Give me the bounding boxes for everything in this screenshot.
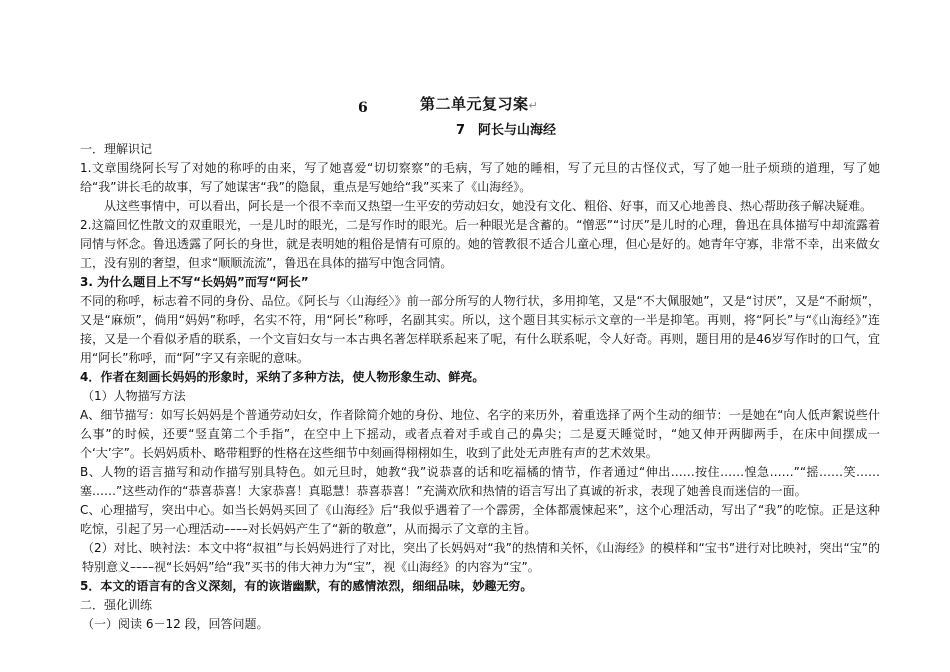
page-title-text: 第二单元复习案 [420,95,529,113]
paragraph-1: 1.文章围绕阿长写了对她的称呼的由来，写了她喜爱“切切察察”的毛病，写了她的睡相，写了元旦的古怪仪式，写了她一肚子烦琐的道理，写了她给“我”讲长毛的故事，写了她谋害“我”的隐鼠，重点是写她给“我”买来了《山海经》。 [80,161,880,194]
paragraph-c: C、心理描写，突出中心。如当长妈妈买回了《山海经》后“我似乎遇着了一个霹雳，全体都震悚起来”，这个心理活动，写出了“我”的吃惊。正是这种吃惊，引起了另一心理活动––––对长妈妈产生了“新的敬意”，从而揭示了文章的主旨。 [80,503,880,536]
page-title [420,95,538,115]
paragraph-2: 从这些事情中，可以看出，阿长是一个很不幸而又热望一生平安的劳动妇女，她没有文化、粗俗、好事，而又心地善良、热心帮助孩子解决疑难。 [104,199,873,213]
document-body [80,140,880,634]
task-1: （一）阅读 6－12 段，回答问题。 [82,617,269,631]
paragraph-a: A、细节描写：如写长妈妈是个普通劳动妇女，作者除简介她的身份、地位、名字的来历外，着重选择了两个生动的细节：一是她在“向人低声絮说些什么事”的时候，还要“竖直第二个手指”，在空中上下摇动，或者点着对手或自己的鼻尖；二是夏天睡觉时，“她又伸开两脚两手，在床中间摆成一个‘大’字”。长妈妈质朴、略带粗野的性格在这些细节中刻画得栩栩如生，收到了此处无声胜有声的艺术效果。 [80,408,880,460]
question-3-heading: 3. 为什么题目上不写“长妈妈”而写“阿长” [80,275,309,289]
subheading-1: （1）人物描写方法 [82,389,186,403]
section-heading-2: 二．强化训练 [80,598,153,612]
paragraph-3: 2.这篇回忆性散文的双重眼光，一是儿时的眼光，二是写作时的眼光。后一种眼光是含蓄的。“憎恶”“讨厌”是儿时的心理，鲁迅在具体描写中却流露着同情与怀念。鲁迅透露了阿长的身世，就是表明她的粗俗是情有可原的。她的管教很不适合儿童心理，但心是好的。她青年守寡，非常不幸，出来做女工，没有别的奢望，但求“顺顺流流”，鲁迅在具体的描写中饱含同情。 [80,218,880,270]
paragraph-4: 不同的称呼，标志着不同的身份、品位。《阿长与〈山海经〉》前一部分所写的人物行状，多用抑笔，又是“不大佩服她”，又是“讨厌”，又是“不耐烦”，又是“麻烦”，倘用“妈妈”称呼，名实不符，用“阿长”称呼，名副其实。所以，这个题目其实标示文章的一半是抑笔。再则，将“阿长”与“《山海经》”连接，又是一个看似矛盾的联系，一个文盲妇女与一本古典名著怎样联系起来了呢，有什么联系呢，令人好奇。再则，题目用的是46岁写作时的口气，宜用“阿长”称呼，而“阿”字又有亲昵的意味。 [80,294,880,365]
lesson-subtitle: 7 阿长与山海经 [456,123,557,138]
subheading-2: （2）对比、映衬法：本文中将“叔祖”与长妈妈进行了对比，突出了长妈妈对“我”的热情和关怀，《山海经》的模样和“宝书”进行对比映衬，突出“宝”的特别意义––––视“长妈妈”给“我”买书的伟大神力为“宝”，视《山海经》的内容为“宝”。 [82,541,880,574]
paragraph-mark: ↵ [528,99,539,112]
section-heading-1: 一．理解识记 [80,142,153,156]
question-4-heading: 4．作者在刻画长妈妈的形象时，采纳了多种方法，使人物形象生动、鲜亮。 [80,370,485,384]
paragraph-b: B、人物的语言描写和动作描写别具特色。如元旦时，她教“我”说恭喜的话和吃福橘的情节，作者通过“伸出……按住……惶急……”“摇……笑……塞……”这些动作的“恭喜恭喜！大家恭喜！真聪慧！恭喜恭喜！”充满欢欣和热情的语言写出了真诚的祈求，表现了她善良而迷信的一面。 [80,465,880,498]
question-5-heading: 5．本文的语言有的含义深刻，有的诙谐幽默，有的感情浓烈，细细品味，妙趣无穷。 [80,579,533,593]
page-number: 6 [358,100,368,116]
